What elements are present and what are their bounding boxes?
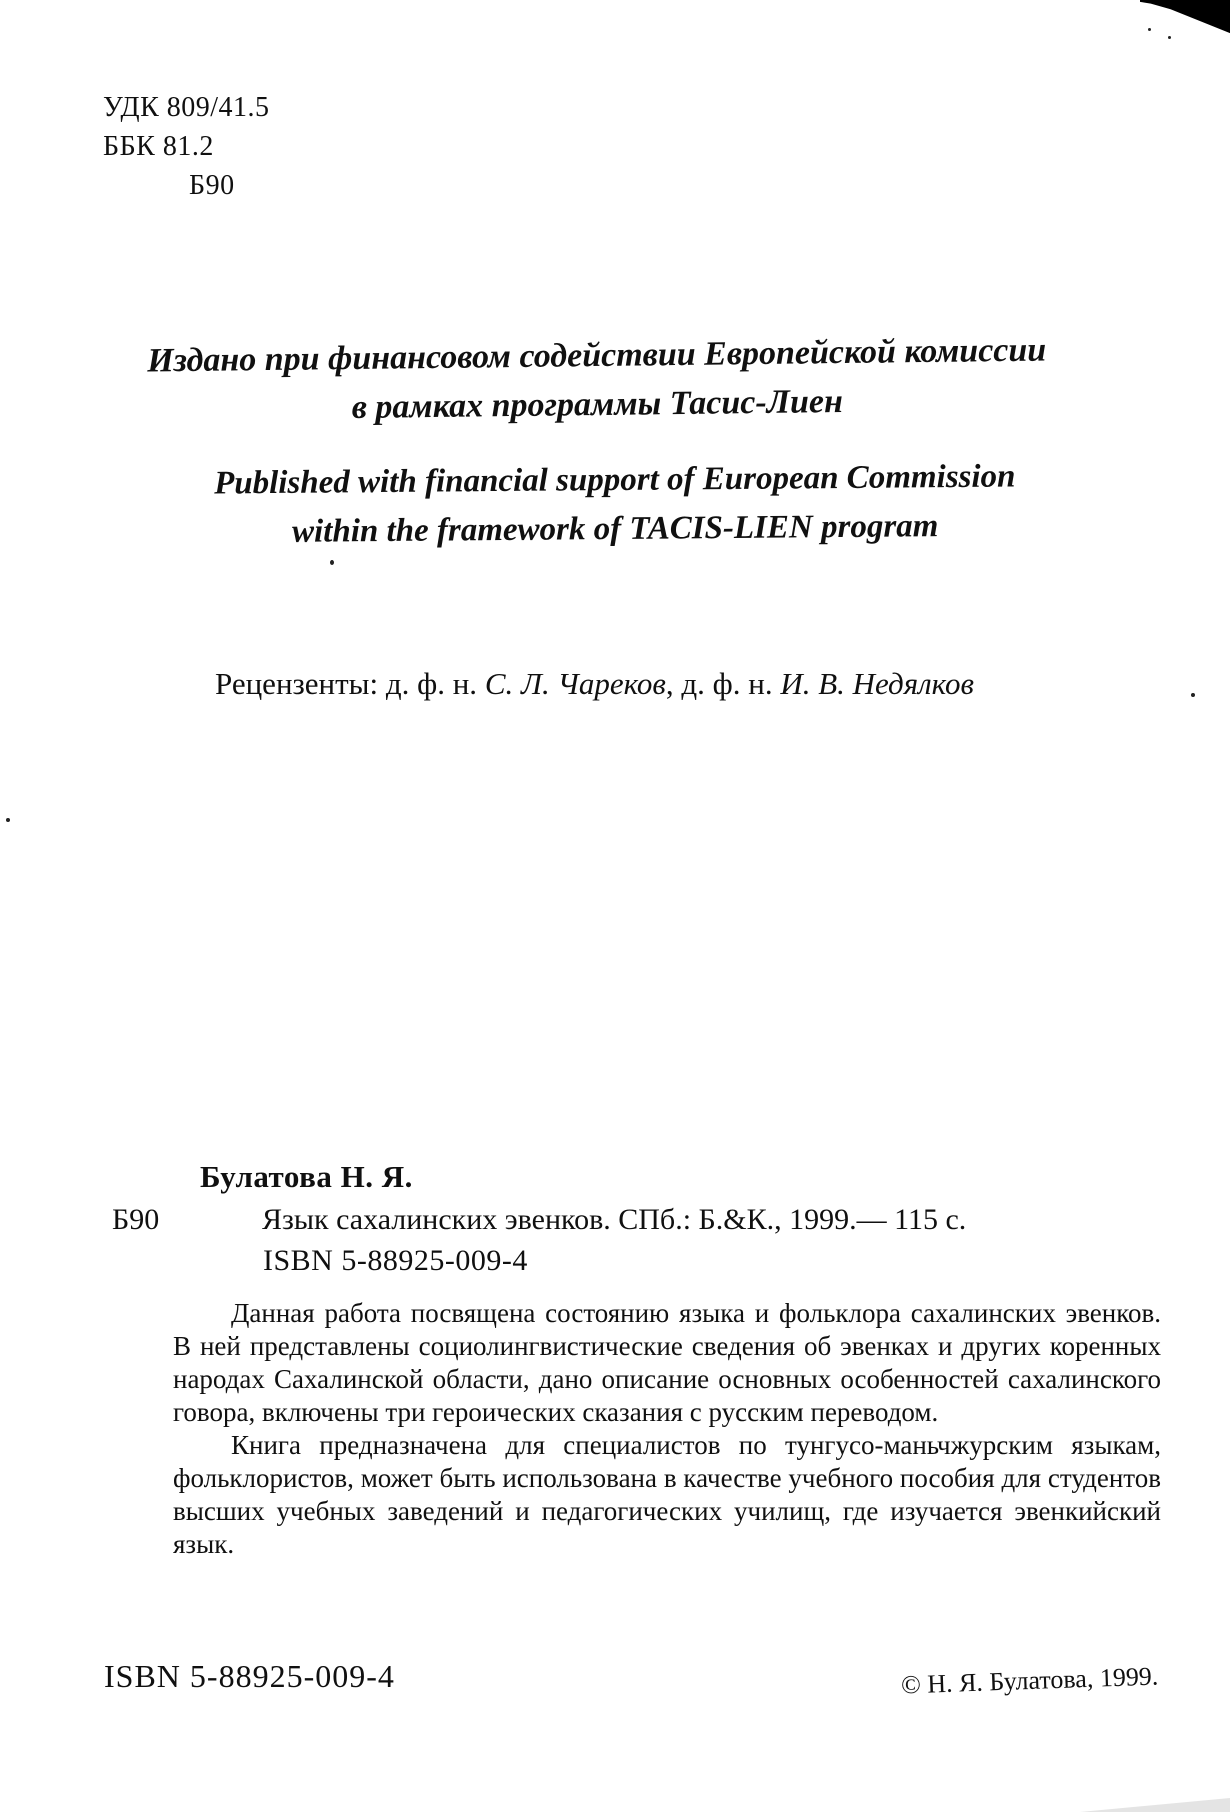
scan-speck xyxy=(1191,693,1195,697)
annotation-paragraph-1: Данная работа посвящена состоянию языка и фольклора сахалинских эвенков. В ней представлены социолингвистические сведения об эвенках и других коренных народах Сахалинской области, дано описание основных особенностей сахалинского говора, включены три героических сказания с русским переводом. xyxy=(173,1298,1161,1427)
sponsorship-ru-line1: Издано при финансовом содействии Европейской комиссии xyxy=(146,331,1047,380)
udk-number: УДК 809/41.5 xyxy=(103,92,270,123)
bibliography-title: Язык сахалинских эвенков. СПб.: Б.&К., 1999.— 115 с. xyxy=(262,1203,967,1236)
bbk-number: ББК 81.2 xyxy=(103,131,214,162)
sponsorship-en-line1: Published with financial support of European Commission xyxy=(213,458,1016,502)
reviewer-name-2: И. В. Недялков xyxy=(780,666,974,701)
scan-speck xyxy=(1168,36,1171,39)
footer-isbn: ISBN 5-88925-009-4 xyxy=(104,1658,395,1694)
sponsorship-en-line2: within the framework of TACIS-LIEN program xyxy=(291,508,939,550)
bibliography-author: Булатова Н. Я. xyxy=(200,1159,413,1194)
reviewers-separator: , д. ф. н. xyxy=(665,666,781,701)
scan-speck xyxy=(6,818,10,822)
scan-edge-artifact xyxy=(1080,1798,1230,1812)
reviewers-line xyxy=(215,666,974,702)
scan-speck xyxy=(1148,28,1151,31)
sponsorship-notice-russian xyxy=(0,323,1213,436)
reviewers-label: Рецензенты: д. ф. н. xyxy=(215,666,485,701)
reviewer-name-1: С. Л. Чареков xyxy=(484,666,666,701)
footer-copyright: © Н. Я. Булатова, 1999. xyxy=(900,1661,1159,1700)
scan-speck xyxy=(330,560,334,565)
annotation-paragraph-2: Книга предназначена для специалистов по тунгусо-маньчжурским языкам, фольклористов, может быть использована в качестве учебного пособия для студентов высших учебных заведений и педагогических училищ, где изучается эвенкийский язык. xyxy=(173,1430,1161,1559)
sponsorship-ru-line2: в рамках программы Тасис-Лиен xyxy=(351,382,844,426)
bibliography-code: Б90 xyxy=(112,1203,160,1236)
scan-corner-artifact xyxy=(1140,0,1230,46)
sponsorship-notice-english xyxy=(0,451,1230,560)
author-sign-code: Б90 xyxy=(189,170,235,201)
classification-block xyxy=(103,88,270,205)
bibliography-isbn: ISBN 5-88925-009-4 xyxy=(263,1244,528,1277)
annotation-block xyxy=(173,1297,1161,1561)
